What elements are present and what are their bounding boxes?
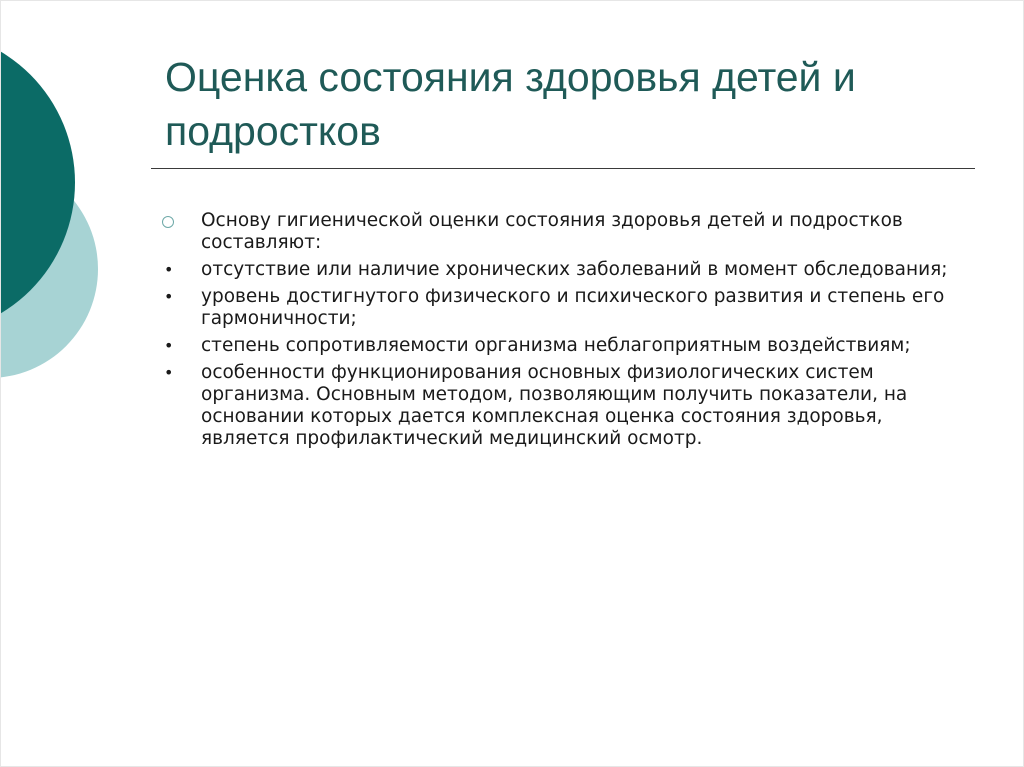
list-item-text: Основу гигиенической оценки состояния здоровья детей и подростков составляют: bbox=[201, 210, 903, 253]
dot-bullet-icon: • bbox=[164, 363, 174, 382]
dot-bullet-icon: • bbox=[164, 260, 174, 279]
ring-bullet-icon bbox=[162, 216, 174, 228]
dot-bullet-icon: • bbox=[164, 336, 174, 355]
slide-title: Оценка состояния здоровья детей и подростков bbox=[165, 54, 856, 154]
list-item-resistance bbox=[160, 335, 970, 357]
list-item-physiological-systems bbox=[160, 362, 970, 450]
list-item-development-level bbox=[160, 286, 970, 330]
title-divider bbox=[151, 168, 975, 169]
dot-bullet-icon: • bbox=[164, 287, 174, 306]
content-list bbox=[160, 210, 970, 455]
list-item-text: степень сопротивляемости организма неблагоприятным воздействиям; bbox=[201, 335, 911, 356]
list-item-text: уровень достигнутого физического и психического развития и степень его гармоничности; bbox=[201, 286, 945, 329]
list-item-chronic-diseases bbox=[160, 259, 970, 281]
list-item-intro bbox=[160, 210, 970, 254]
list-item-text: отсутствие или наличие хронических заболеваний в момент обследования; bbox=[201, 259, 948, 280]
list-item-text: особенности функционирования основных физиологических систем организма. Основным методом, позволяющим получить показатели, на основании которых дается комплексная оценка состояния здоровья, является профилактический медицинский осмотр. bbox=[201, 362, 908, 449]
